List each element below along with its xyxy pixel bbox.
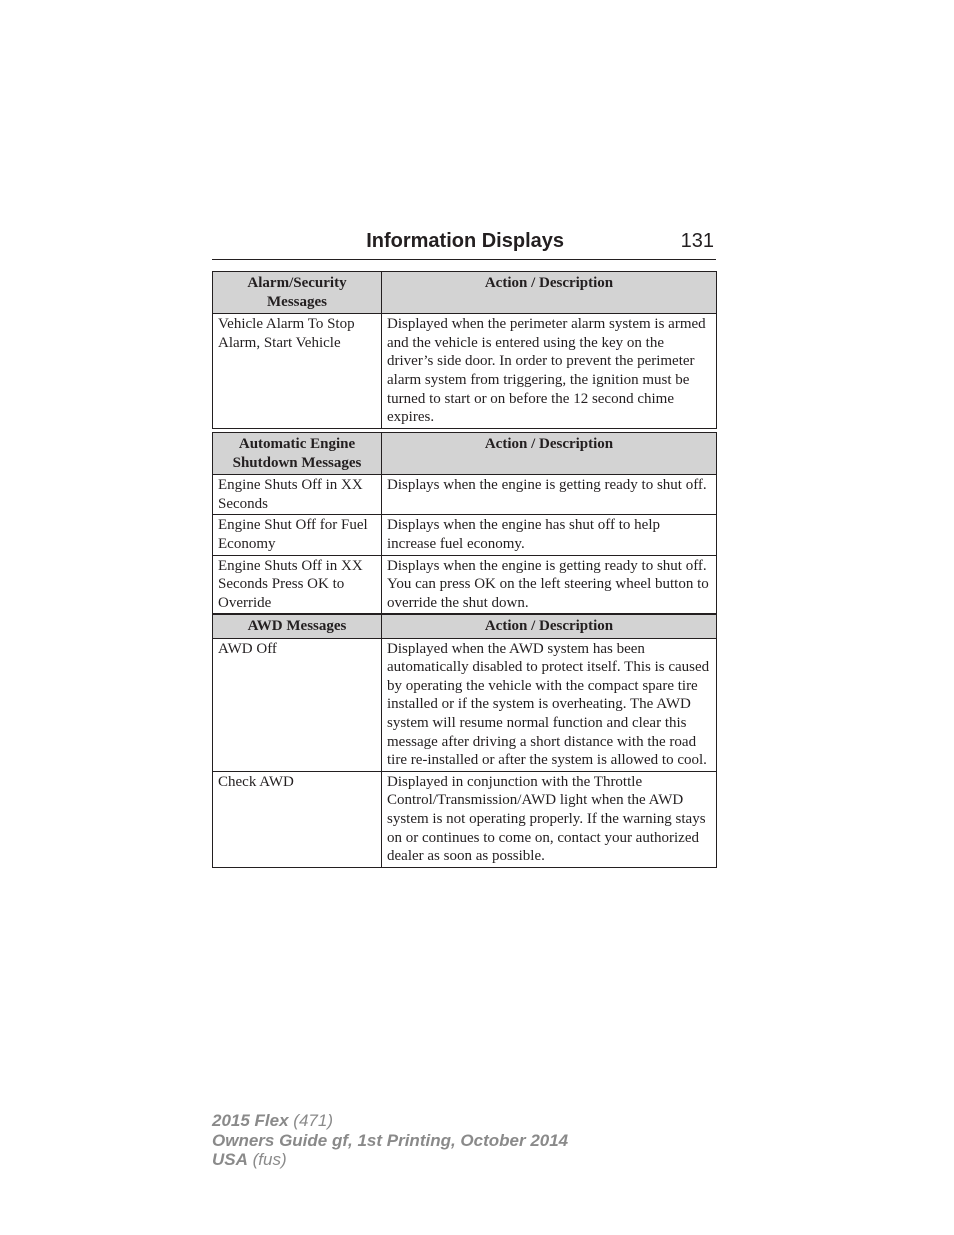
footer-model: 2015 Flex — [212, 1111, 289, 1130]
message-cell: Vehicle Alarm To Stop Alarm, Start Vehicle — [213, 314, 382, 429]
table-header-row — [213, 433, 717, 475]
table-row — [213, 515, 717, 555]
column-header-messages: Automatic Engine Shutdown Messages — [213, 433, 382, 475]
table-header-row — [213, 272, 717, 314]
awd-messages-table — [212, 614, 717, 868]
automatic-engine-shutdown-messages-table — [212, 432, 717, 614]
message-cell: Engine Shuts Off in XX Seconds — [213, 475, 382, 515]
alarm-security-messages-table — [212, 271, 717, 429]
section-title: Information Displays — [366, 230, 564, 252]
footer-market-line — [212, 1150, 568, 1170]
table-row — [213, 475, 717, 515]
footer-model-code: (471) — [293, 1111, 333, 1130]
page-header — [212, 226, 716, 260]
table-row — [213, 638, 717, 771]
description-cell: Displayed in conjunction with the Throttle Control/Transmission/AWD light when the AWD system is not operating properly. If the warning stays on or continues to come on, contact your authorized dealer as soon as possible. — [382, 771, 717, 867]
page-footer — [212, 1111, 568, 1170]
column-header-description: Action / Description — [382, 272, 717, 314]
column-header-messages: Alarm/Security Messages — [213, 272, 382, 314]
description-cell: Displayed when the AWD system has been automatically disabled to protect itself. This is caused by operating the vehicle with the compact spare tire installed or if the system is overheating. The AWD system will resume normal function and clear this message after driving a short distance with the road tire re-installed or after the system is allowed to cool. — [382, 638, 717, 771]
description-cell: Displayed when the perimeter alarm system is armed and the vehicle is entered using the key on the driver’s side door. In order to prevent the perimeter alarm system from triggering, the ignition must be turned to start or on before the 12 second chime expires. — [382, 314, 717, 429]
column-header-description: Action / Description — [382, 615, 717, 639]
table-row — [213, 771, 717, 867]
page-number: 131 — [680, 230, 714, 252]
table-header-row — [213, 615, 717, 639]
message-cell: AWD Off — [213, 638, 382, 771]
message-cell: Engine Shuts Off in XX Seconds Press OK to Override — [213, 555, 382, 614]
footer-guide-line — [212, 1131, 568, 1151]
footer-market: USA — [212, 1150, 248, 1169]
table-row — [213, 555, 717, 614]
footer-guide: Owners Guide gf, 1st Printing, October 2014 — [212, 1130, 569, 1150]
footer-model-line — [212, 1111, 568, 1131]
table-row — [213, 314, 717, 429]
description-cell: Displays when the engine has shut off to help increase fuel economy. — [382, 515, 717, 555]
description-cell: Displays when the engine is getting ready to shut off. You can press OK on the left steering wheel button to override the shut down. — [382, 555, 717, 614]
message-cell: Engine Shut Off for Fuel Economy — [213, 515, 382, 555]
description-cell: Displays when the engine is getting ready to shut off. — [382, 475, 717, 515]
column-header-description: Action / Description — [382, 433, 717, 475]
column-header-messages: AWD Messages — [213, 615, 382, 639]
message-cell: Check AWD — [213, 771, 382, 867]
footer-market-code: (fus) — [252, 1150, 287, 1169]
